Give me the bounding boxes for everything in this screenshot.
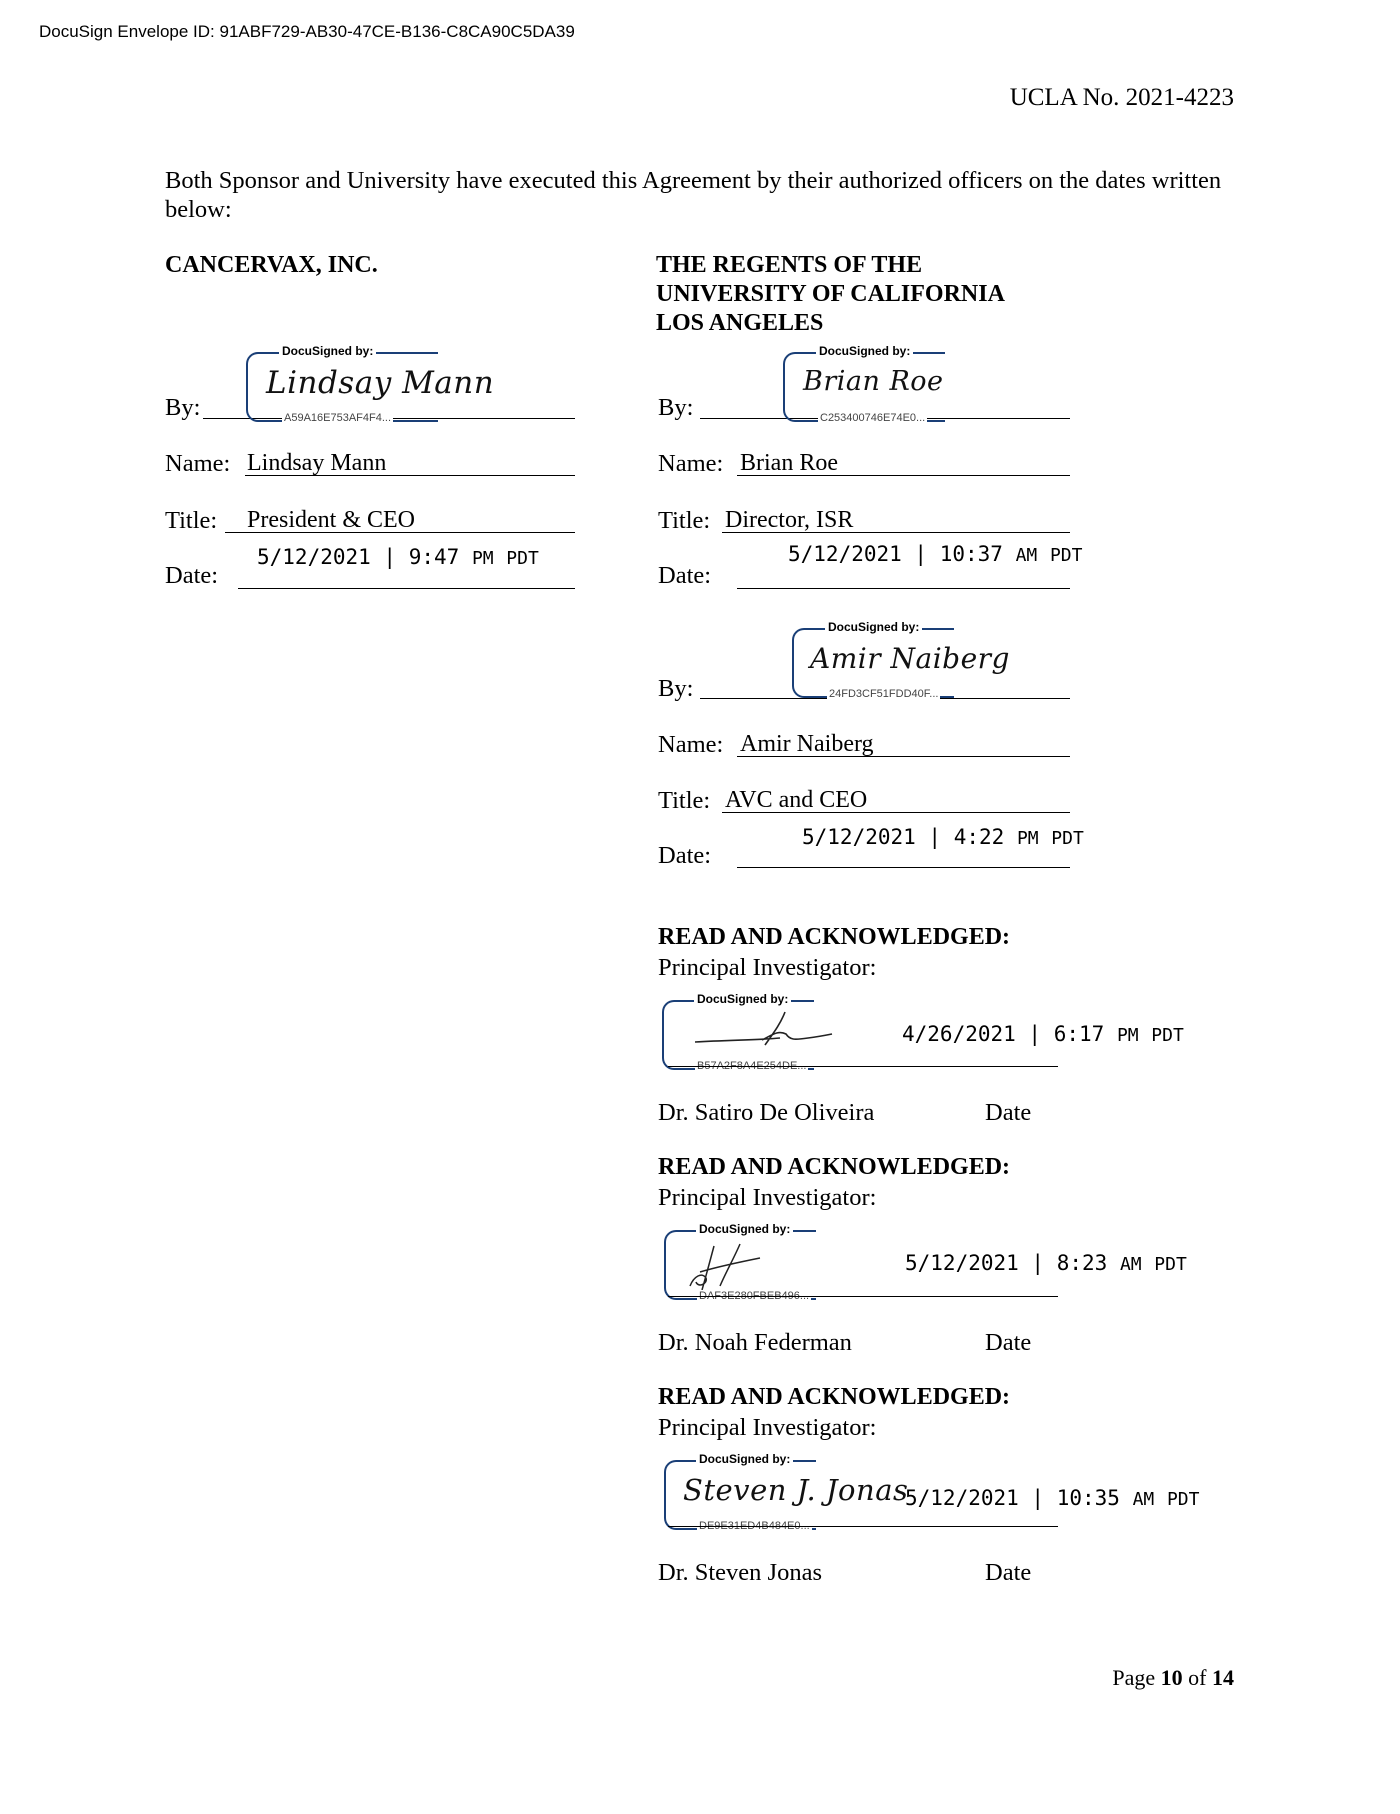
signature-scribble-federman bbox=[680, 1236, 790, 1296]
date-value: 5/12/2021 | 9:47 bbox=[257, 545, 460, 569]
docusign-header: DocuSigned by: bbox=[816, 344, 913, 358]
signature-line bbox=[668, 1296, 1058, 1297]
ack-role: Principal Investigator: bbox=[658, 954, 877, 981]
name-line bbox=[245, 475, 575, 476]
title-label: Title: bbox=[658, 507, 711, 534]
ack-heading: READ AND ACKNOWLEDGED: bbox=[658, 924, 1011, 950]
ack-date-1 bbox=[902, 1022, 1184, 1046]
ack-heading: READ AND ACKNOWLEDGED: bbox=[658, 1384, 1011, 1410]
date-column-label: Date bbox=[985, 1329, 1032, 1356]
signature-id: B57A2F8A4E254DE... bbox=[697, 1060, 807, 1072]
date-label: Date: bbox=[165, 562, 219, 589]
page-current: 10 bbox=[1160, 1665, 1183, 1690]
signature-scribble-de-oliveira bbox=[690, 1000, 840, 1060]
title-label: Title: bbox=[658, 787, 711, 814]
signature-steven-jonas: Steven J. Jonas bbox=[683, 1473, 909, 1507]
docusign-header: DocuSigned by: bbox=[279, 344, 376, 358]
pi-name-2: Dr. Noah Federman bbox=[658, 1329, 852, 1356]
university-heading-line-1: THE REGENTS OF THE bbox=[656, 252, 923, 278]
page-prefix: Page bbox=[1112, 1665, 1156, 1690]
signature-amir-naiberg: Amir Naiberg bbox=[810, 642, 1010, 675]
date-column-label: Date bbox=[985, 1099, 1032, 1126]
page-of: of bbox=[1188, 1665, 1207, 1690]
signature-brian-roe: Brian Roe bbox=[803, 366, 944, 397]
docusign-header: DocuSigned by: bbox=[694, 992, 791, 1006]
ampm: PM bbox=[1016, 828, 1039, 849]
ampm: AM bbox=[1132, 1489, 1155, 1510]
pi-name-1: Dr. Satiro De Oliveira bbox=[658, 1099, 875, 1126]
name-label: Name: bbox=[165, 450, 231, 477]
title-line bbox=[722, 812, 1070, 813]
docusign-header: DocuSigned by: bbox=[696, 1452, 793, 1466]
ampm: PM bbox=[1116, 1025, 1139, 1046]
university-signer-2-name: Amir Naiberg bbox=[740, 731, 874, 757]
timezone: PDT bbox=[1049, 545, 1083, 566]
sponsor-signer-name: Lindsay Mann bbox=[247, 450, 387, 476]
date-value: 5/12/2021 | 10:37 bbox=[788, 542, 1003, 566]
timezone: PDT bbox=[1166, 1489, 1200, 1510]
date-value: 5/12/2021 | 10:35 bbox=[905, 1486, 1120, 1510]
signature-lindsay-mann: Lindsay Mann bbox=[266, 365, 495, 401]
signature-id: 24FD3CF51FDD40F... bbox=[829, 688, 939, 700]
date-label: Date: bbox=[658, 842, 712, 869]
date-line bbox=[737, 867, 1070, 868]
signature-line bbox=[668, 1066, 1058, 1067]
ack-heading: READ AND ACKNOWLEDGED: bbox=[658, 1154, 1011, 1180]
docusign-header: DocuSigned by: bbox=[825, 620, 922, 634]
ack-date-3 bbox=[905, 1486, 1199, 1510]
by-label: By: bbox=[658, 675, 694, 702]
date-label: Date: bbox=[658, 562, 712, 589]
title-line bbox=[722, 532, 1070, 533]
ack-date-2 bbox=[905, 1251, 1187, 1275]
date-value: 5/12/2021 | 4:22 bbox=[802, 825, 1005, 849]
intro-paragraph: Both Sponsor and University have executed this Agreement by their authorized officers on the dates written below: bbox=[165, 167, 1222, 223]
docusign-header: DocuSigned by: bbox=[696, 1222, 793, 1236]
timezone: PDT bbox=[506, 548, 539, 569]
date-value: 4/26/2021 | 6:17 bbox=[902, 1022, 1105, 1046]
university-heading bbox=[656, 251, 1136, 338]
ampm: AM bbox=[1119, 1254, 1142, 1275]
pi-name-3: Dr. Steven Jonas bbox=[658, 1559, 822, 1586]
date-line bbox=[737, 588, 1070, 589]
ucla-number: UCLA No. 2021-4223 bbox=[1009, 84, 1234, 111]
by-label: By: bbox=[658, 394, 694, 421]
by-label: By: bbox=[165, 394, 201, 421]
page-total: 14 bbox=[1212, 1665, 1234, 1690]
sponsor-heading: CANCERVAX, INC. bbox=[165, 252, 378, 278]
university-signer-1-date bbox=[788, 542, 1082, 566]
university-heading-line-2: UNIVERSITY OF CALIFORNIA bbox=[656, 281, 1005, 307]
timezone: PDT bbox=[1154, 1254, 1187, 1275]
signature-id: DAF3E280FBEB496... bbox=[699, 1290, 810, 1302]
signature-id: A59A16E753AF4F4... bbox=[284, 412, 392, 424]
university-signer-1-name: Brian Roe bbox=[740, 450, 838, 476]
university-signer-2-title: AVC and CEO bbox=[725, 787, 868, 813]
sponsor-sign-date bbox=[257, 545, 539, 569]
signature-line bbox=[668, 1526, 1058, 1527]
ampm: AM bbox=[1015, 545, 1038, 566]
date-column-label: Date bbox=[985, 1559, 1032, 1586]
date-line bbox=[238, 588, 575, 589]
ack-role: Principal Investigator: bbox=[658, 1414, 877, 1441]
timezone: PDT bbox=[1051, 828, 1084, 849]
ampm: PM bbox=[471, 548, 494, 569]
date-value: 5/12/2021 | 8:23 bbox=[905, 1251, 1108, 1275]
signature-id: DE9E31ED4B484E0... bbox=[699, 1520, 810, 1532]
name-label: Name: bbox=[658, 731, 724, 758]
timezone: PDT bbox=[1151, 1025, 1184, 1046]
title-label: Title: bbox=[165, 507, 218, 534]
name-line bbox=[737, 756, 1070, 757]
signature-id: C253400746E74E0... bbox=[820, 412, 926, 424]
name-line bbox=[737, 475, 1070, 476]
university-heading-line-3: LOS ANGELES bbox=[656, 310, 824, 336]
university-signer-2-date bbox=[802, 825, 1084, 849]
name-label: Name: bbox=[658, 450, 724, 477]
university-signer-1-title: Director, ISR bbox=[725, 507, 854, 533]
page-number bbox=[1112, 1665, 1234, 1691]
sponsor-signer-title: President & CEO bbox=[247, 507, 415, 533]
envelope-id: DocuSign Envelope ID: 91ABF729-AB30-47CE-B136-C8CA90C5DA39 bbox=[39, 22, 575, 41]
ack-role: Principal Investigator: bbox=[658, 1184, 877, 1211]
title-line bbox=[225, 532, 575, 533]
